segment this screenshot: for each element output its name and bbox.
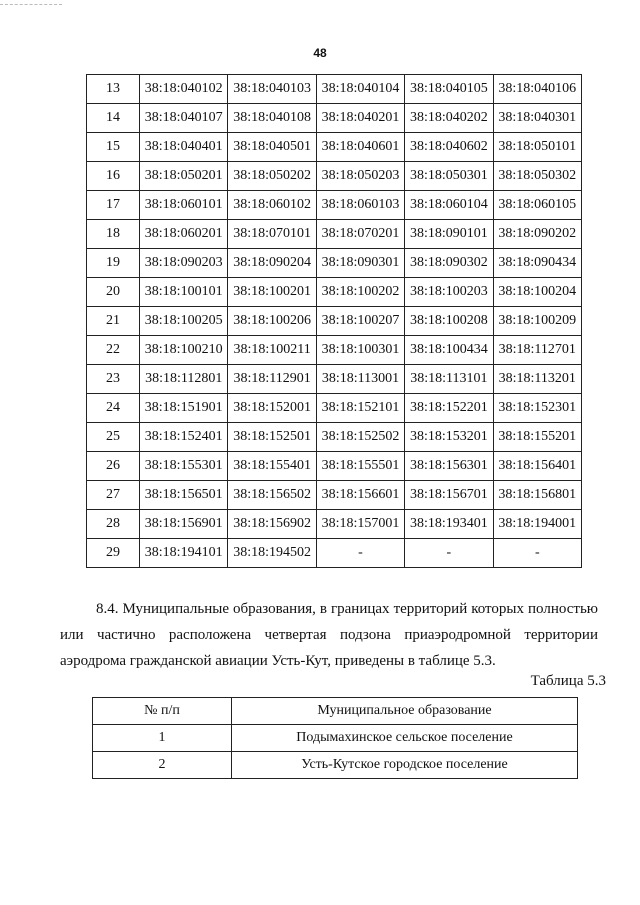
- scan-edge-mark: [0, 4, 62, 5]
- cadastral-number-cell: 38:18:152001: [228, 394, 316, 423]
- cadastral-number-cell: 38:18:152502: [316, 423, 404, 452]
- row-number-cell: 22: [87, 336, 140, 365]
- cadastral-number-cell: 38:18:100101: [140, 278, 228, 307]
- row-number-cell: 26: [87, 452, 140, 481]
- cadastral-number-cell: 38:18:157001: [316, 510, 404, 539]
- cadastral-number-cell: 38:18:156502: [228, 481, 316, 510]
- cadastral-number-cell: 38:18:194001: [493, 510, 581, 539]
- table-row: [87, 75, 582, 104]
- cadastral-number-cell: 38:18:194502: [228, 539, 316, 568]
- cadastral-number-cell: -: [493, 539, 581, 568]
- cadastral-number-cell: 38:18:152301: [493, 394, 581, 423]
- row-number-cell: 29: [87, 539, 140, 568]
- cadastral-number-cell: 38:18:153201: [405, 423, 493, 452]
- cadastral-quarters-table: [86, 74, 582, 568]
- cadastral-number-cell: 38:18:040401: [140, 133, 228, 162]
- cadastral-number-cell: 38:18:040104: [316, 75, 404, 104]
- cadastral-number-cell: 38:18:194101: [140, 539, 228, 568]
- cadastral-number-cell: 38:18:070201: [316, 220, 404, 249]
- row-number-cell: 18: [87, 220, 140, 249]
- cadastral-number-cell: 38:18:040108: [228, 104, 316, 133]
- cadastral-number-cell: 38:18:113201: [493, 365, 581, 394]
- table-row: [87, 104, 582, 133]
- cadastral-number-cell: 38:18:040202: [405, 104, 493, 133]
- municipality-cell: Подымахинское сельское поселение: [232, 725, 578, 752]
- cadastral-number-cell: 38:18:090301: [316, 249, 404, 278]
- row-number-cell: 16: [87, 162, 140, 191]
- row-number-cell: 21: [87, 307, 140, 336]
- cadastral-number-cell: 38:18:100301: [316, 336, 404, 365]
- cadastral-number-cell: 38:18:156601: [316, 481, 404, 510]
- cadastral-number-cell: 38:18:100208: [405, 307, 493, 336]
- cadastral-number-cell: 38:18:100206: [228, 307, 316, 336]
- table-row: [87, 191, 582, 220]
- municipality-cell: Усть-Кутское городское поселение: [232, 752, 578, 779]
- cadastral-number-cell: 38:18:152201: [405, 394, 493, 423]
- cadastral-number-cell: 38:18:113001: [316, 365, 404, 394]
- cadastral-number-cell: 38:18:060103: [316, 191, 404, 220]
- municipal-table: [92, 697, 578, 779]
- cadastral-number-cell: 38:18:193401: [405, 510, 493, 539]
- cadastral-number-cell: 38:18:152101: [316, 394, 404, 423]
- table-row: [87, 336, 582, 365]
- row-number-cell: 15: [87, 133, 140, 162]
- row-number-cell: 25: [87, 423, 140, 452]
- cadastral-number-cell: 38:18:040301: [493, 104, 581, 133]
- cadastral-number-cell: 38:18:100207: [316, 307, 404, 336]
- cadastral-number-cell: 38:18:050301: [405, 162, 493, 191]
- cadastral-number-cell: 38:18:050202: [228, 162, 316, 191]
- cadastral-number-cell: 38:18:090204: [228, 249, 316, 278]
- cadastral-number-cell: 38:18:040501: [228, 133, 316, 162]
- cadastral-number-cell: -: [316, 539, 404, 568]
- cadastral-number-cell: 38:18:156701: [405, 481, 493, 510]
- table-row: [87, 307, 582, 336]
- cadastral-number-cell: 38:18:090203: [140, 249, 228, 278]
- table-row: [87, 133, 582, 162]
- table-row: [93, 725, 578, 752]
- cadastral-number-cell: 38:18:156301: [405, 452, 493, 481]
- cadastral-number-cell: 38:18:090302: [405, 249, 493, 278]
- cadastral-number-cell: 38:18:100203: [405, 278, 493, 307]
- header-cell-municipality: Муниципальное образование: [232, 698, 578, 725]
- cadastral-number-cell: 38:18:100202: [316, 278, 404, 307]
- cadastral-number-cell: 38:18:100209: [493, 307, 581, 336]
- cadastral-number-cell: 38:18:155501: [316, 452, 404, 481]
- cadastral-number-cell: 38:18:060102: [228, 191, 316, 220]
- header-cell-number: № п/п: [93, 698, 232, 725]
- row-number-cell: 24: [87, 394, 140, 423]
- row-number-cell: 13: [87, 75, 140, 104]
- row-number-cell: 2: [93, 752, 232, 779]
- row-number-cell: 1: [93, 725, 232, 752]
- table-row: [87, 220, 582, 249]
- cadastral-number-cell: 38:18:151901: [140, 394, 228, 423]
- cadastral-number-cell: 38:18:060101: [140, 191, 228, 220]
- cadastral-number-cell: 38:18:112701: [493, 336, 581, 365]
- cadastral-number-cell: 38:18:050201: [140, 162, 228, 191]
- cadastral-number-cell: -: [405, 539, 493, 568]
- cadastral-number-cell: 38:18:040105: [405, 75, 493, 104]
- table-row: [87, 162, 582, 191]
- row-number-cell: 28: [87, 510, 140, 539]
- cadastral-number-cell: 38:18:040602: [405, 133, 493, 162]
- table-row: [87, 394, 582, 423]
- cadastral-number-cell: 38:18:050203: [316, 162, 404, 191]
- cadastral-number-cell: 38:18:060105: [493, 191, 581, 220]
- cadastral-number-cell: 38:18:100201: [228, 278, 316, 307]
- cadastral-number-cell: 38:18:113101: [405, 365, 493, 394]
- cadastral-number-cell: 38:18:100205: [140, 307, 228, 336]
- cadastral-number-cell: 38:18:156902: [228, 510, 316, 539]
- cadastral-number-cell: 38:18:040107: [140, 104, 228, 133]
- cadastral-number-cell: 38:18:040102: [140, 75, 228, 104]
- cadastral-number-cell: 38:18:156801: [493, 481, 581, 510]
- cadastral-number-cell: 38:18:156901: [140, 510, 228, 539]
- cadastral-number-cell: 38:18:090101: [405, 220, 493, 249]
- row-number-cell: 19: [87, 249, 140, 278]
- cadastral-number-cell: 38:18:155401: [228, 452, 316, 481]
- cadastral-number-cell: 38:18:155201: [493, 423, 581, 452]
- table-row: [87, 481, 582, 510]
- table-row: [87, 452, 582, 481]
- cadastral-number-cell: 38:18:090434: [493, 249, 581, 278]
- row-number-cell: 20: [87, 278, 140, 307]
- table-caption: Таблица 5.3: [530, 673, 606, 689]
- row-number-cell: 14: [87, 104, 140, 133]
- table-row: [87, 365, 582, 394]
- cadastral-number-cell: 38:18:040103: [228, 75, 316, 104]
- cadastral-number-cell: 38:18:152401: [140, 423, 228, 452]
- cadastral-number-cell: 38:18:070101: [228, 220, 316, 249]
- cadastral-number-cell: 38:18:060201: [140, 220, 228, 249]
- cadastral-number-cell: 38:18:040106: [493, 75, 581, 104]
- cadastral-number-cell: 38:18:152501: [228, 423, 316, 452]
- cadastral-number-cell: 38:18:090202: [493, 220, 581, 249]
- table-row: [87, 539, 582, 568]
- cadastral-number-cell: 38:18:112801: [140, 365, 228, 394]
- cadastral-number-cell: 38:18:100204: [493, 278, 581, 307]
- section-paragraph: 8.4. Муниципальные образования, в границах территорий которых полностью или частично расположена четвертая подзона приаэродромной территории аэродрома гражданской авиации Усть-Кут, приведены в таблице 5.3.: [60, 601, 598, 669]
- cadastral-number-cell: 38:18:100434: [405, 336, 493, 365]
- cadastral-number-cell: 38:18:050302: [493, 162, 581, 191]
- cadastral-number-cell: 38:18:156501: [140, 481, 228, 510]
- row-number-cell: 17: [87, 191, 140, 220]
- table-row: [87, 249, 582, 278]
- table-header-row: [93, 698, 578, 725]
- cadastral-number-cell: 38:18:100210: [140, 336, 228, 365]
- table-row: [87, 510, 582, 539]
- row-number-cell: 27: [87, 481, 140, 510]
- page-number: 48: [313, 46, 327, 60]
- cadastral-number-cell: 38:18:060104: [405, 191, 493, 220]
- cadastral-number-cell: 38:18:050101: [493, 133, 581, 162]
- table-row: [87, 423, 582, 452]
- table-row: [93, 752, 578, 779]
- cadastral-number-cell: 38:18:040601: [316, 133, 404, 162]
- cadastral-number-cell: 38:18:040201: [316, 104, 404, 133]
- cadastral-number-cell: 38:18:100211: [228, 336, 316, 365]
- cadastral-number-cell: 38:18:156401: [493, 452, 581, 481]
- cadastral-number-cell: 38:18:112901: [228, 365, 316, 394]
- row-number-cell: 23: [87, 365, 140, 394]
- table-row: [87, 278, 582, 307]
- cadastral-number-cell: 38:18:155301: [140, 452, 228, 481]
